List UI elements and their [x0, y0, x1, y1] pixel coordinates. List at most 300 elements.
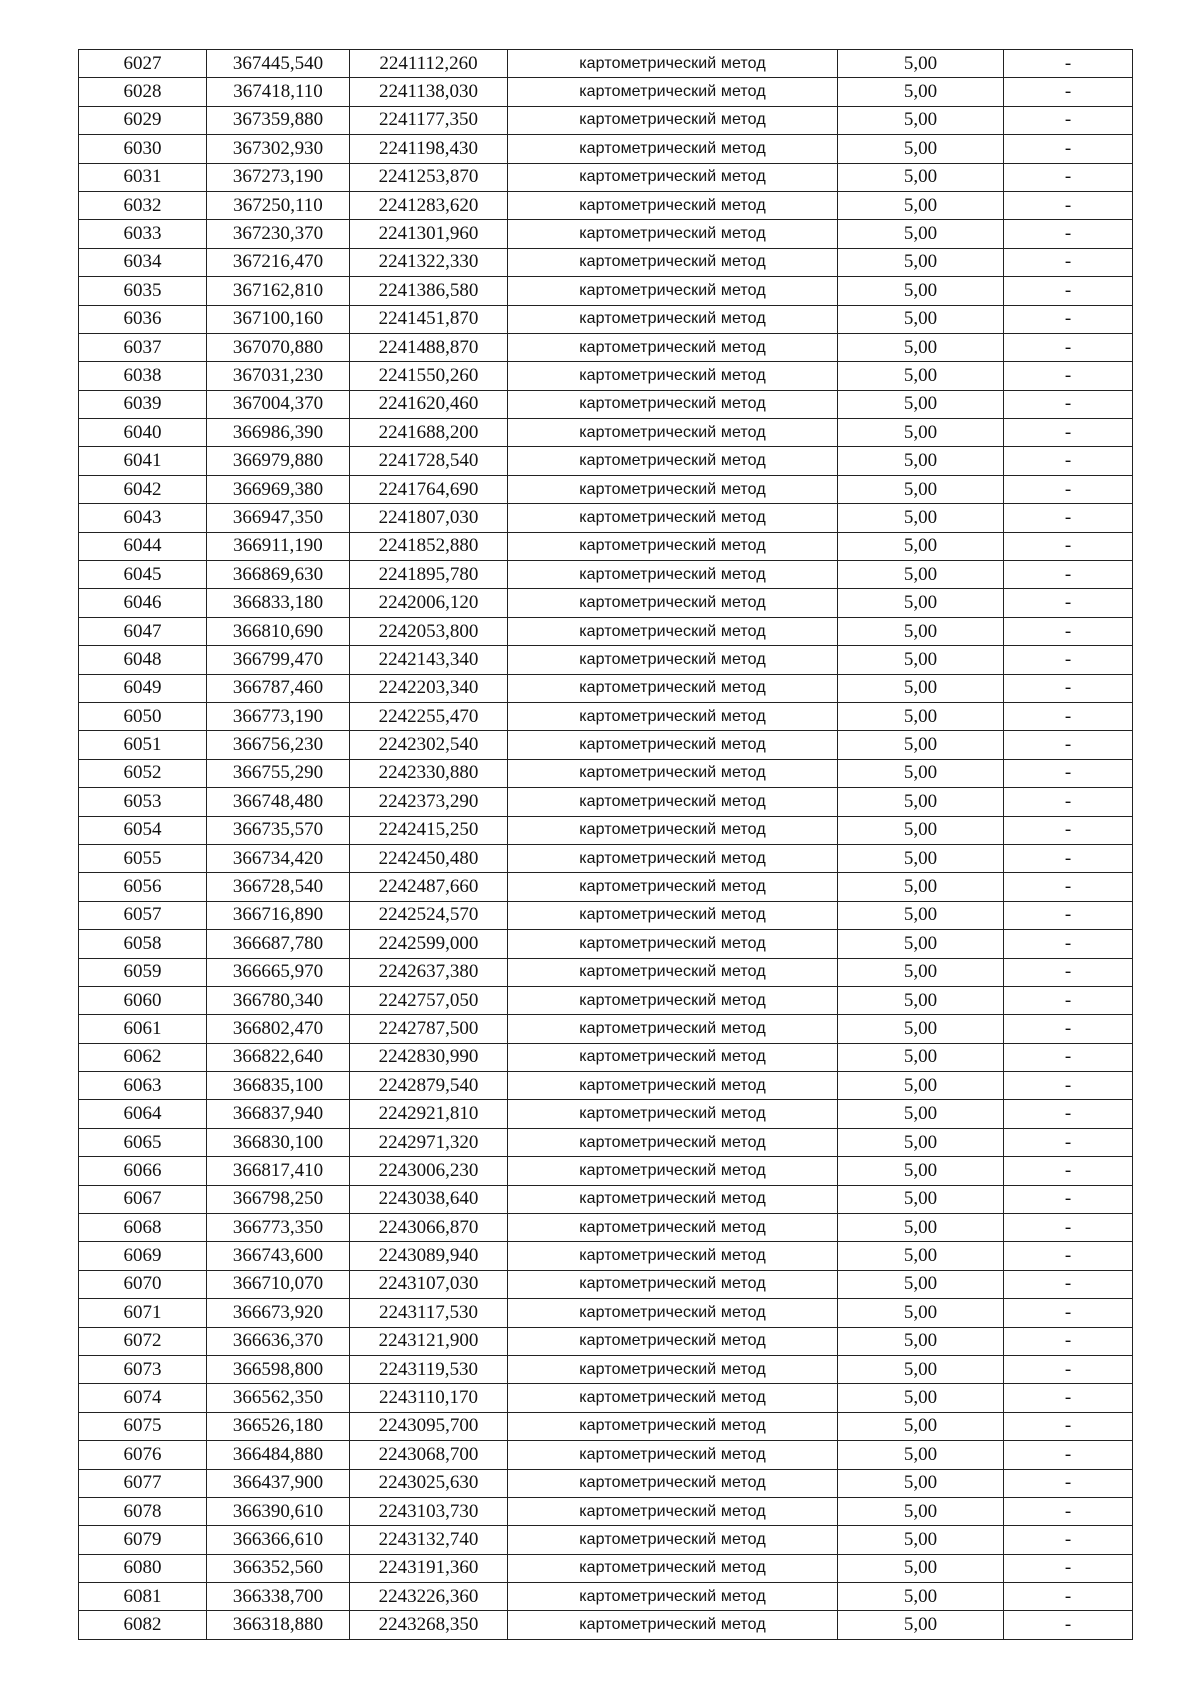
point-number-cell: 6076 — [79, 1441, 207, 1469]
point-number-cell: 6047 — [79, 617, 207, 645]
x-coordinate-cell: 366798,250 — [207, 1185, 350, 1213]
method-cell: картометрический метод — [508, 333, 838, 361]
note-cell: - — [1004, 1469, 1133, 1497]
x-coordinate-cell: 366773,350 — [207, 1214, 350, 1242]
x-coordinate-cell: 366911,190 — [207, 532, 350, 560]
table-row — [79, 1355, 1133, 1383]
y-coordinate-cell: 2242143,340 — [350, 646, 508, 674]
point-number-cell: 6042 — [79, 475, 207, 503]
accuracy-cell: 5,00 — [838, 1526, 1004, 1554]
point-number-cell: 6061 — [79, 1015, 207, 1043]
x-coordinate-cell: 366743,600 — [207, 1242, 350, 1270]
accuracy-cell: 5,00 — [838, 930, 1004, 958]
accuracy-cell: 5,00 — [838, 1015, 1004, 1043]
table-row — [79, 1299, 1133, 1327]
x-coordinate-cell: 366969,380 — [207, 475, 350, 503]
table-row — [79, 106, 1133, 134]
y-coordinate-cell: 2243038,640 — [350, 1185, 508, 1213]
note-cell: - — [1004, 1043, 1133, 1071]
table-row — [79, 873, 1133, 901]
method-cell: картометрический метод — [508, 248, 838, 276]
method-cell: картометрический метод — [508, 1554, 838, 1582]
accuracy-cell: 5,00 — [838, 759, 1004, 787]
point-number-cell: 6035 — [79, 277, 207, 305]
note-cell: - — [1004, 617, 1133, 645]
point-number-cell: 6034 — [79, 248, 207, 276]
note-cell: - — [1004, 532, 1133, 560]
note-cell: - — [1004, 504, 1133, 532]
accuracy-cell: 5,00 — [838, 561, 1004, 589]
point-number-cell: 6078 — [79, 1497, 207, 1525]
table-row — [79, 1441, 1133, 1469]
x-coordinate-cell: 367031,230 — [207, 362, 350, 390]
point-number-cell: 6044 — [79, 532, 207, 560]
x-coordinate-cell: 366755,290 — [207, 759, 350, 787]
method-cell: картометрический метод — [508, 589, 838, 617]
y-coordinate-cell: 2242637,380 — [350, 958, 508, 986]
table-row — [79, 532, 1133, 560]
point-number-cell: 6048 — [79, 646, 207, 674]
note-cell: - — [1004, 788, 1133, 816]
point-number-cell: 6041 — [79, 447, 207, 475]
x-coordinate-cell: 366817,410 — [207, 1157, 350, 1185]
accuracy-cell: 5,00 — [838, 50, 1004, 78]
point-number-cell: 6040 — [79, 419, 207, 447]
y-coordinate-cell: 2243006,230 — [350, 1157, 508, 1185]
method-cell: картометрический метод — [508, 958, 838, 986]
y-coordinate-cell: 2241198,430 — [350, 135, 508, 163]
accuracy-cell: 5,00 — [838, 135, 1004, 163]
accuracy-cell: 5,00 — [838, 617, 1004, 645]
y-coordinate-cell: 2242599,000 — [350, 930, 508, 958]
point-number-cell: 6036 — [79, 305, 207, 333]
table-row — [79, 646, 1133, 674]
x-coordinate-cell: 367359,880 — [207, 106, 350, 134]
table-row — [79, 561, 1133, 589]
point-number-cell: 6066 — [79, 1157, 207, 1185]
x-coordinate-cell: 366318,880 — [207, 1611, 350, 1639]
table-row — [79, 419, 1133, 447]
x-coordinate-cell: 366986,390 — [207, 419, 350, 447]
method-cell: картометрический метод — [508, 1242, 838, 1270]
method-cell: картометрический метод — [508, 1327, 838, 1355]
note-cell: - — [1004, 1441, 1133, 1469]
table-row — [79, 277, 1133, 305]
note-cell: - — [1004, 561, 1133, 589]
y-coordinate-cell: 2242415,250 — [350, 816, 508, 844]
x-coordinate-cell: 367302,930 — [207, 135, 350, 163]
method-cell: картометрический метод — [508, 419, 838, 447]
table-row — [79, 1583, 1133, 1611]
method-cell: картометрический метод — [508, 191, 838, 219]
y-coordinate-cell: 2241322,330 — [350, 248, 508, 276]
point-number-cell: 6053 — [79, 788, 207, 816]
y-coordinate-cell: 2242330,880 — [350, 759, 508, 787]
accuracy-cell: 5,00 — [838, 986, 1004, 1014]
x-coordinate-cell: 366735,570 — [207, 816, 350, 844]
method-cell: картометрический метод — [508, 532, 838, 560]
method-cell: картометрический метод — [508, 1128, 838, 1156]
y-coordinate-cell: 2241177,350 — [350, 106, 508, 134]
method-cell: картометрический метод — [508, 1469, 838, 1497]
point-number-cell: 6032 — [79, 191, 207, 219]
point-number-cell: 6077 — [79, 1469, 207, 1497]
y-coordinate-cell: 2243089,940 — [350, 1242, 508, 1270]
x-coordinate-cell: 366773,190 — [207, 702, 350, 730]
accuracy-cell: 5,00 — [838, 1299, 1004, 1327]
accuracy-cell: 5,00 — [838, 1185, 1004, 1213]
point-number-cell: 6068 — [79, 1214, 207, 1242]
point-number-cell: 6058 — [79, 930, 207, 958]
accuracy-cell: 5,00 — [838, 390, 1004, 418]
method-cell: картометрический метод — [508, 1185, 838, 1213]
y-coordinate-cell: 2242524,570 — [350, 901, 508, 929]
method-cell: картометрический метод — [508, 873, 838, 901]
method-cell: картометрический метод — [508, 1214, 838, 1242]
y-coordinate-cell: 2243117,530 — [350, 1299, 508, 1327]
point-number-cell: 6073 — [79, 1355, 207, 1383]
method-cell: картометрический метод — [508, 759, 838, 787]
accuracy-cell: 5,00 — [838, 191, 1004, 219]
method-cell: картометрический метод — [508, 1583, 838, 1611]
y-coordinate-cell: 2243119,530 — [350, 1355, 508, 1383]
note-cell: - — [1004, 844, 1133, 872]
accuracy-cell: 5,00 — [838, 674, 1004, 702]
table-row — [79, 1554, 1133, 1582]
table-row — [79, 674, 1133, 702]
table-row — [79, 901, 1133, 929]
accuracy-cell: 5,00 — [838, 1611, 1004, 1639]
table-row — [79, 617, 1133, 645]
method-cell: картометрический метод — [508, 646, 838, 674]
method-cell: картометрический метод — [508, 447, 838, 475]
x-coordinate-cell: 366562,350 — [207, 1384, 350, 1412]
accuracy-cell: 5,00 — [838, 447, 1004, 475]
x-coordinate-cell: 367250,110 — [207, 191, 350, 219]
table-row — [79, 191, 1133, 219]
table-row — [79, 589, 1133, 617]
point-number-cell: 6070 — [79, 1270, 207, 1298]
method-cell: картометрический метод — [508, 561, 838, 589]
point-number-cell: 6039 — [79, 390, 207, 418]
note-cell: - — [1004, 390, 1133, 418]
note-cell: - — [1004, 1384, 1133, 1412]
note-cell: - — [1004, 873, 1133, 901]
y-coordinate-cell: 2241488,870 — [350, 333, 508, 361]
y-coordinate-cell: 2242255,470 — [350, 702, 508, 730]
table-row — [79, 504, 1133, 532]
x-coordinate-cell: 366665,970 — [207, 958, 350, 986]
y-coordinate-cell: 2243268,350 — [350, 1611, 508, 1639]
accuracy-cell: 5,00 — [838, 1157, 1004, 1185]
x-coordinate-cell: 366835,100 — [207, 1072, 350, 1100]
table-row — [79, 1128, 1133, 1156]
x-coordinate-cell: 366830,100 — [207, 1128, 350, 1156]
note-cell: - — [1004, 759, 1133, 787]
y-coordinate-cell: 2243107,030 — [350, 1270, 508, 1298]
note-cell: - — [1004, 1128, 1133, 1156]
table-row — [79, 1412, 1133, 1440]
table-row — [79, 163, 1133, 191]
point-number-cell: 6033 — [79, 220, 207, 248]
x-coordinate-cell: 366833,180 — [207, 589, 350, 617]
accuracy-cell: 5,00 — [838, 475, 1004, 503]
y-coordinate-cell: 2242757,050 — [350, 986, 508, 1014]
y-coordinate-cell: 2243103,730 — [350, 1497, 508, 1525]
point-number-cell: 6063 — [79, 1072, 207, 1100]
x-coordinate-cell: 366822,640 — [207, 1043, 350, 1071]
accuracy-cell: 5,00 — [838, 1214, 1004, 1242]
x-coordinate-cell: 367162,810 — [207, 277, 350, 305]
point-number-cell: 6072 — [79, 1327, 207, 1355]
y-coordinate-cell: 2241112,260 — [350, 50, 508, 78]
point-number-cell: 6057 — [79, 901, 207, 929]
x-coordinate-cell: 366837,940 — [207, 1100, 350, 1128]
x-coordinate-cell: 366366,610 — [207, 1526, 350, 1554]
method-cell: картометрический метод — [508, 1412, 838, 1440]
note-cell: - — [1004, 106, 1133, 134]
y-coordinate-cell: 2242830,990 — [350, 1043, 508, 1071]
table-row — [79, 1214, 1133, 1242]
x-coordinate-cell: 366687,780 — [207, 930, 350, 958]
x-coordinate-cell: 366734,420 — [207, 844, 350, 872]
point-number-cell: 6082 — [79, 1611, 207, 1639]
note-cell: - — [1004, 1611, 1133, 1639]
table-row — [79, 305, 1133, 333]
note-cell: - — [1004, 362, 1133, 390]
accuracy-cell: 5,00 — [838, 901, 1004, 929]
method-cell: картометрический метод — [508, 305, 838, 333]
y-coordinate-cell: 2242450,480 — [350, 844, 508, 872]
x-coordinate-cell: 366484,880 — [207, 1441, 350, 1469]
method-cell: картометрический метод — [508, 731, 838, 759]
coordinates-table — [78, 49, 1133, 1640]
note-cell: - — [1004, 333, 1133, 361]
point-number-cell: 6027 — [79, 50, 207, 78]
x-coordinate-cell: 367216,470 — [207, 248, 350, 276]
accuracy-cell: 5,00 — [838, 106, 1004, 134]
note-cell: - — [1004, 589, 1133, 617]
method-cell: картометрический метод — [508, 1100, 838, 1128]
point-number-cell: 6045 — [79, 561, 207, 589]
accuracy-cell: 5,00 — [838, 305, 1004, 333]
table-row — [79, 1100, 1133, 1128]
table-row — [79, 362, 1133, 390]
note-cell: - — [1004, 1299, 1133, 1327]
note-cell: - — [1004, 958, 1133, 986]
table-row — [79, 731, 1133, 759]
x-coordinate-cell: 367230,370 — [207, 220, 350, 248]
accuracy-cell: 5,00 — [838, 163, 1004, 191]
y-coordinate-cell: 2241386,580 — [350, 277, 508, 305]
point-number-cell: 6069 — [79, 1242, 207, 1270]
table-row — [79, 958, 1133, 986]
method-cell: картометрический метод — [508, 1157, 838, 1185]
accuracy-cell: 5,00 — [838, 504, 1004, 532]
x-coordinate-cell: 366802,470 — [207, 1015, 350, 1043]
method-cell: картометрический метод — [508, 163, 838, 191]
note-cell: - — [1004, 1242, 1133, 1270]
x-coordinate-cell: 366799,470 — [207, 646, 350, 674]
x-coordinate-cell: 367273,190 — [207, 163, 350, 191]
method-cell: картометрический метод — [508, 362, 838, 390]
accuracy-cell: 5,00 — [838, 1554, 1004, 1582]
point-number-cell: 6080 — [79, 1554, 207, 1582]
y-coordinate-cell: 2241688,200 — [350, 419, 508, 447]
note-cell: - — [1004, 1214, 1133, 1242]
point-number-cell: 6062 — [79, 1043, 207, 1071]
accuracy-cell: 5,00 — [838, 1128, 1004, 1156]
table-row — [79, 1497, 1133, 1525]
method-cell: картометрический метод — [508, 1526, 838, 1554]
accuracy-cell: 5,00 — [838, 1043, 1004, 1071]
x-coordinate-cell: 367070,880 — [207, 333, 350, 361]
y-coordinate-cell: 2241301,960 — [350, 220, 508, 248]
table-row — [79, 1157, 1133, 1185]
table-row — [79, 248, 1133, 276]
point-number-cell: 6071 — [79, 1299, 207, 1327]
y-coordinate-cell: 2242302,540 — [350, 731, 508, 759]
y-coordinate-cell: 2242373,290 — [350, 788, 508, 816]
point-number-cell: 6029 — [79, 106, 207, 134]
accuracy-cell: 5,00 — [838, 1355, 1004, 1383]
point-number-cell: 6054 — [79, 816, 207, 844]
x-coordinate-cell: 366979,880 — [207, 447, 350, 475]
note-cell: - — [1004, 1072, 1133, 1100]
x-coordinate-cell: 366716,890 — [207, 901, 350, 929]
y-coordinate-cell: 2241253,870 — [350, 163, 508, 191]
method-cell: картометрический метод — [508, 504, 838, 532]
note-cell: - — [1004, 1355, 1133, 1383]
y-coordinate-cell: 2241620,460 — [350, 390, 508, 418]
note-cell: - — [1004, 674, 1133, 702]
point-number-cell: 6074 — [79, 1384, 207, 1412]
method-cell: картометрический метод — [508, 844, 838, 872]
table-row — [79, 78, 1133, 106]
method-cell: картометрический метод — [508, 1072, 838, 1100]
point-number-cell: 6059 — [79, 958, 207, 986]
note-cell: - — [1004, 50, 1133, 78]
accuracy-cell: 5,00 — [838, 333, 1004, 361]
method-cell: картометрический метод — [508, 1497, 838, 1525]
method-cell: картометрический метод — [508, 78, 838, 106]
note-cell: - — [1004, 1015, 1133, 1043]
note-cell: - — [1004, 646, 1133, 674]
point-number-cell: 6060 — [79, 986, 207, 1014]
accuracy-cell: 5,00 — [838, 1242, 1004, 1270]
point-number-cell: 6065 — [79, 1128, 207, 1156]
table-row — [79, 1185, 1133, 1213]
accuracy-cell: 5,00 — [838, 1270, 1004, 1298]
method-cell: картометрический метод — [508, 930, 838, 958]
method-cell: картометрический метод — [508, 1299, 838, 1327]
note-cell: - — [1004, 1327, 1133, 1355]
table-row — [79, 702, 1133, 730]
method-cell: картометрический метод — [508, 1611, 838, 1639]
x-coordinate-cell: 366728,540 — [207, 873, 350, 901]
point-number-cell: 6028 — [79, 78, 207, 106]
note-cell: - — [1004, 1497, 1133, 1525]
table-row — [79, 1072, 1133, 1100]
note-cell: - — [1004, 191, 1133, 219]
table-row — [79, 220, 1133, 248]
y-coordinate-cell: 2242787,500 — [350, 1015, 508, 1043]
x-coordinate-cell: 366947,350 — [207, 504, 350, 532]
y-coordinate-cell: 2241764,690 — [350, 475, 508, 503]
note-cell: - — [1004, 163, 1133, 191]
accuracy-cell: 5,00 — [838, 220, 1004, 248]
note-cell: - — [1004, 816, 1133, 844]
accuracy-cell: 5,00 — [838, 1412, 1004, 1440]
point-number-cell: 6056 — [79, 873, 207, 901]
accuracy-cell: 5,00 — [838, 1469, 1004, 1497]
point-number-cell: 6043 — [79, 504, 207, 532]
coordinates-table-body — [79, 50, 1133, 1640]
point-number-cell: 6052 — [79, 759, 207, 787]
point-number-cell: 6038 — [79, 362, 207, 390]
method-cell: картометрический метод — [508, 135, 838, 163]
accuracy-cell: 5,00 — [838, 1100, 1004, 1128]
x-coordinate-cell: 366636,370 — [207, 1327, 350, 1355]
table-row — [79, 333, 1133, 361]
method-cell: картометрический метод — [508, 277, 838, 305]
accuracy-cell: 5,00 — [838, 844, 1004, 872]
note-cell: - — [1004, 901, 1133, 929]
accuracy-cell: 5,00 — [838, 702, 1004, 730]
y-coordinate-cell: 2242053,800 — [350, 617, 508, 645]
point-number-cell: 6031 — [79, 163, 207, 191]
point-number-cell: 6030 — [79, 135, 207, 163]
accuracy-cell: 5,00 — [838, 1072, 1004, 1100]
x-coordinate-cell: 366710,070 — [207, 1270, 350, 1298]
y-coordinate-cell: 2242006,120 — [350, 589, 508, 617]
accuracy-cell: 5,00 — [838, 1384, 1004, 1412]
accuracy-cell: 5,00 — [838, 248, 1004, 276]
table-row — [79, 986, 1133, 1014]
note-cell: - — [1004, 419, 1133, 447]
accuracy-cell: 5,00 — [838, 1327, 1004, 1355]
table-row — [79, 844, 1133, 872]
table-row — [79, 1526, 1133, 1554]
method-cell: картометрический метод — [508, 1043, 838, 1071]
method-cell: картометрический метод — [508, 1441, 838, 1469]
accuracy-cell: 5,00 — [838, 362, 1004, 390]
y-coordinate-cell: 2241138,030 — [350, 78, 508, 106]
accuracy-cell: 5,00 — [838, 419, 1004, 447]
note-cell: - — [1004, 135, 1133, 163]
accuracy-cell: 5,00 — [838, 816, 1004, 844]
note-cell: - — [1004, 986, 1133, 1014]
table-row — [79, 1611, 1133, 1639]
point-number-cell: 6049 — [79, 674, 207, 702]
method-cell: картометрический метод — [508, 702, 838, 730]
y-coordinate-cell: 2241283,620 — [350, 191, 508, 219]
point-number-cell: 6037 — [79, 333, 207, 361]
y-coordinate-cell: 2243025,630 — [350, 1469, 508, 1497]
method-cell: картометрический метод — [508, 617, 838, 645]
x-coordinate-cell: 367004,370 — [207, 390, 350, 418]
accuracy-cell: 5,00 — [838, 1441, 1004, 1469]
table-row — [79, 135, 1133, 163]
note-cell: - — [1004, 1185, 1133, 1213]
accuracy-cell: 5,00 — [838, 731, 1004, 759]
point-number-cell: 6051 — [79, 731, 207, 759]
y-coordinate-cell: 2241550,260 — [350, 362, 508, 390]
table-row — [79, 475, 1133, 503]
x-coordinate-cell: 366810,690 — [207, 617, 350, 645]
note-cell: - — [1004, 1583, 1133, 1611]
table-row — [79, 1384, 1133, 1412]
